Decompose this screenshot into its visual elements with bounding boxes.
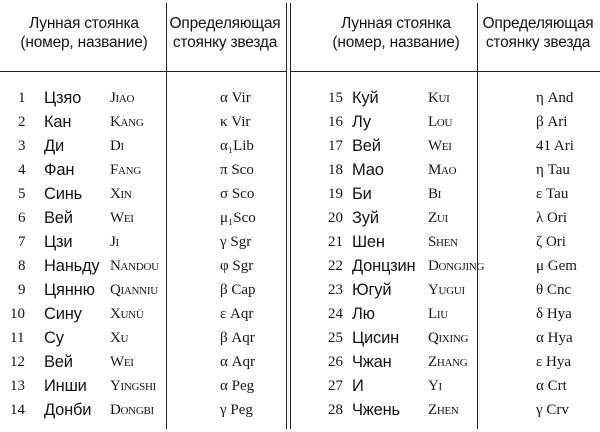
defining-star: γ Peg xyxy=(220,402,253,418)
table-row xyxy=(0,158,300,182)
station-name: Цзяо xyxy=(44,89,82,107)
station-name: Инши xyxy=(44,377,87,395)
station-name: Лю xyxy=(352,305,375,323)
table-row xyxy=(300,158,600,182)
defining-star: γ Crv xyxy=(536,402,569,418)
station-pinyin: Zui xyxy=(428,210,448,226)
station-pinyin: Yingshi xyxy=(110,378,157,394)
station-name: Синь xyxy=(44,185,83,203)
station-pinyin: Jiao xyxy=(110,90,135,106)
header-line: стоянку звезда xyxy=(485,34,591,51)
station-name: Цзи xyxy=(44,233,73,251)
station-name: Фан xyxy=(44,161,75,179)
station-name: Донби xyxy=(44,401,92,419)
table-row xyxy=(300,326,600,350)
station-name: Су xyxy=(44,329,64,347)
station-number: 22 xyxy=(328,258,343,274)
defining-star: β Ari xyxy=(536,114,568,130)
station-pinyin: Wei xyxy=(110,354,134,370)
table-row xyxy=(300,230,600,254)
station-number: 23 xyxy=(328,282,343,298)
table-row xyxy=(0,302,300,326)
table-row xyxy=(300,350,600,374)
station-name: Цисин xyxy=(352,329,400,347)
header-line: Определяющая xyxy=(482,15,594,32)
defining-star: π Sco xyxy=(220,162,254,178)
station-name: Мао xyxy=(352,161,384,179)
defining-star: α Peg xyxy=(220,378,255,394)
table-row xyxy=(300,302,600,326)
defining-star: γ Sgr xyxy=(220,234,252,250)
station-pinyin: Xu xyxy=(110,330,129,346)
table-row xyxy=(300,278,600,302)
station-number: 19 xyxy=(328,186,343,202)
station-number: 8 xyxy=(18,258,26,274)
table-row xyxy=(0,350,300,374)
station-number: 9 xyxy=(18,282,26,298)
table-row xyxy=(0,134,300,158)
defining-star: α₁Lib xyxy=(220,138,254,154)
station-number: 1 xyxy=(18,90,26,106)
station-pinyin: Dongjing xyxy=(428,258,485,274)
defining-star: θ Cnc xyxy=(536,282,572,298)
station-number: 3 xyxy=(18,138,26,154)
station-number: 12 xyxy=(10,354,25,370)
station-pinyin: Yi xyxy=(428,378,442,394)
station-pinyin: Zhen xyxy=(428,402,459,418)
station-pinyin: Yugui xyxy=(428,282,465,298)
station-number: 7 xyxy=(18,234,26,250)
header-line: Лунная стоянка xyxy=(341,15,451,32)
station-name: Донцзин xyxy=(352,257,416,275)
defining-star: 41 Ari xyxy=(536,138,574,154)
station-name: Вей xyxy=(352,137,381,155)
station-name: И xyxy=(352,377,364,395)
defining-star: α Hya xyxy=(536,330,573,346)
station-name: Югуй xyxy=(352,281,392,299)
defining-star: φ Sgr xyxy=(220,258,254,274)
station-number: 20 xyxy=(328,210,343,226)
station-pinyin: Wei xyxy=(110,210,134,226)
defining-star: β Aqr xyxy=(220,330,255,346)
table-row xyxy=(300,110,600,134)
station-pinyin: Bi xyxy=(428,186,442,202)
station-pinyin: Ji xyxy=(110,234,119,250)
table-row xyxy=(0,86,300,110)
station-pinyin: Xunü xyxy=(110,306,144,322)
table-row xyxy=(0,278,300,302)
defining-star: α Crt xyxy=(536,378,567,394)
station-number: 17 xyxy=(328,138,343,154)
table-row xyxy=(0,110,300,134)
station-name: Сину xyxy=(44,305,82,323)
header-line: (номер, название) xyxy=(20,34,148,51)
defining-star: σ Sco xyxy=(220,186,255,202)
station-number: 11 xyxy=(10,330,25,346)
right-station-header xyxy=(312,14,480,52)
station-name: Чжень xyxy=(352,401,400,419)
station-name: Чжан xyxy=(352,353,392,371)
left-station-header xyxy=(0,14,168,52)
left-header-rule xyxy=(0,71,287,72)
defining-star: α Aqr xyxy=(220,354,255,370)
station-number: 14 xyxy=(10,402,25,418)
station-number: 13 xyxy=(10,378,25,394)
defining-star: ε Tau xyxy=(536,186,569,202)
station-number: 26 xyxy=(328,354,343,370)
station-number: 25 xyxy=(328,330,343,346)
right-star-header xyxy=(476,14,600,52)
defining-star: ε Aqr xyxy=(220,306,254,322)
defining-star: ζ Ori xyxy=(536,234,566,250)
table-row xyxy=(300,398,600,422)
station-name: Кан xyxy=(44,113,72,131)
station-number: 15 xyxy=(328,90,343,106)
header-line: стоянку звезда xyxy=(172,34,278,51)
table-row xyxy=(0,398,300,422)
station-number: 10 xyxy=(10,306,25,322)
station-name: Зуй xyxy=(352,209,379,227)
defining-star: ε Hya xyxy=(536,354,572,370)
header-line: (номер, название) xyxy=(332,34,460,51)
table-row xyxy=(0,206,300,230)
station-number: 6 xyxy=(18,210,26,226)
station-number: 18 xyxy=(328,162,343,178)
station-pinyin: Qianniu xyxy=(110,282,158,298)
station-pinyin: Nandou xyxy=(110,258,159,274)
table-row xyxy=(300,254,600,278)
table-row xyxy=(300,86,600,110)
station-name: Цянню xyxy=(44,281,95,299)
table-row xyxy=(300,182,600,206)
defining-star: α Vir xyxy=(220,90,251,106)
station-pinyin: Kang xyxy=(110,114,144,130)
right-header-rule xyxy=(290,71,600,72)
left-star-header xyxy=(166,14,284,52)
table-row xyxy=(0,326,300,350)
station-name: Куй xyxy=(352,89,379,107)
station-number: 5 xyxy=(18,186,26,202)
station-name: Шен xyxy=(352,233,385,251)
station-pinyin: Xin xyxy=(110,186,132,202)
station-pinyin: Shen xyxy=(428,234,458,250)
table-row xyxy=(0,182,300,206)
defining-star: δ Hya xyxy=(536,306,572,322)
station-name: Ди xyxy=(44,137,64,155)
station-pinyin: Mao xyxy=(428,162,457,178)
station-name: Наньду xyxy=(44,257,100,275)
defining-star: λ Ori xyxy=(536,210,568,226)
station-name: Лу xyxy=(352,113,371,131)
station-pinyin: Wei xyxy=(428,138,452,154)
station-pinyin: Kui xyxy=(428,90,450,106)
table-row xyxy=(0,230,300,254)
station-pinyin: Lou xyxy=(428,114,453,130)
table-row xyxy=(0,374,300,398)
station-number: 16 xyxy=(328,114,343,130)
header-line: Лунная стоянка xyxy=(29,15,139,32)
station-number: 4 xyxy=(18,162,26,178)
station-pinyin: Liu xyxy=(428,306,448,322)
table-row xyxy=(300,134,600,158)
defining-star: β Cap xyxy=(220,282,256,298)
table-row xyxy=(300,374,600,398)
station-pinyin: Qixing xyxy=(428,330,469,346)
station-number: 27 xyxy=(328,378,343,394)
station-number: 21 xyxy=(328,234,343,250)
station-pinyin: Fang xyxy=(110,162,141,178)
station-name: Вей xyxy=(44,209,73,227)
defining-star: η Tau xyxy=(536,162,570,178)
defining-star: κ Vir xyxy=(220,114,251,130)
table-row xyxy=(300,206,600,230)
station-pinyin: Zhang xyxy=(428,354,468,370)
defining-star: μ₁Sco xyxy=(220,210,256,226)
station-number: 24 xyxy=(328,306,343,322)
header-line: Определяющая xyxy=(169,15,281,32)
station-number: 28 xyxy=(328,402,343,418)
station-name: Би xyxy=(352,185,372,203)
station-number: 2 xyxy=(18,114,26,130)
station-name: Вей xyxy=(44,353,73,371)
station-pinyin: Di xyxy=(110,138,124,154)
table-row xyxy=(0,254,300,278)
defining-star: μ Gem xyxy=(536,258,577,274)
defining-star: η And xyxy=(536,90,574,106)
station-pinyin: Dongbi xyxy=(110,402,154,418)
